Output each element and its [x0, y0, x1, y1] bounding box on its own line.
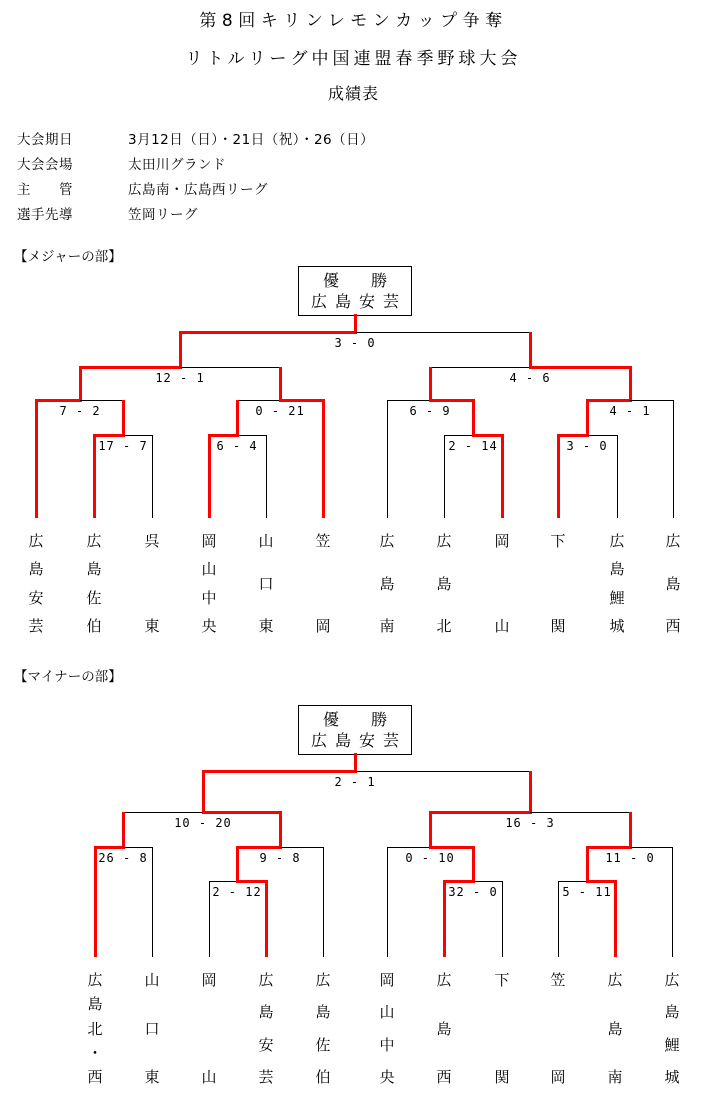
- bracket-vline: [529, 332, 532, 367]
- match-score: 0 - 21: [255, 404, 305, 418]
- bracket-hline: [237, 400, 281, 401]
- match-score: 3 - 0: [334, 336, 376, 350]
- bracket-hline: [429, 846, 475, 849]
- team-name-char: 島: [87, 995, 103, 1014]
- match-score: 11 - 0: [605, 851, 655, 865]
- match-score: 26 - 8: [98, 851, 148, 865]
- info-row-venue: [17, 153, 617, 173]
- bracket-hline: [279, 399, 325, 402]
- sheet-title: 成績表: [327, 84, 379, 103]
- match-score: 12 - 1: [155, 371, 205, 385]
- team-name-char: 城: [609, 616, 625, 635]
- bracket-hline: [79, 366, 182, 369]
- info-label: 主 管: [17, 182, 73, 198]
- team-name-char: 島: [436, 574, 452, 593]
- team-name: [548, 534, 568, 634]
- bracket-vline: [279, 812, 282, 847]
- bracket-hline: [557, 434, 589, 437]
- bracket-vline: [354, 314, 357, 332]
- team-name-char: 広: [607, 971, 623, 989]
- team-name: [548, 973, 568, 1085]
- bracket-hline: [429, 399, 475, 402]
- info-label: 選手先導: [17, 207, 73, 223]
- bracket-vline: [586, 400, 589, 435]
- bracket-hline: [430, 367, 531, 368]
- bracket-vline: [557, 435, 560, 518]
- info-label: 大会会場: [17, 157, 73, 173]
- bracket-hline: [630, 847, 673, 848]
- bracket-hline: [530, 812, 631, 813]
- bracket-hline: [387, 847, 431, 848]
- bracket-vline: [387, 400, 388, 518]
- bracket-vline: [672, 847, 673, 957]
- team-name-char: ・: [87, 1043, 103, 1062]
- bracket-vline: [444, 435, 445, 518]
- team-name-char: 央: [379, 1067, 395, 1086]
- team-name-char: 佐: [86, 588, 102, 607]
- team-name-char: 島: [607, 1019, 623, 1038]
- team-name-char: 北: [87, 1019, 103, 1038]
- team-name-char: 下: [550, 532, 566, 550]
- match-score: 2 - 12: [212, 885, 262, 899]
- bracket-vline: [501, 435, 504, 518]
- bracket-vline: [472, 847, 475, 881]
- bracket-hline: [586, 880, 617, 883]
- tournament-subtitle: リトルリーグ中国連盟春季野球大会: [185, 49, 522, 69]
- team-name: [199, 973, 219, 1085]
- team-name-char: 島: [664, 1003, 680, 1022]
- match-score: 4 - 1: [609, 404, 651, 418]
- champion-box-major: [298, 266, 412, 316]
- team-name-char: 山: [379, 1003, 395, 1022]
- team-name: [607, 534, 627, 634]
- team-name-char: 伯: [86, 616, 102, 635]
- bracket-vline: [179, 332, 182, 367]
- team-name-char: 東: [144, 1068, 160, 1086]
- bracket-vline: [322, 400, 325, 518]
- team-name-char: 岡: [201, 971, 217, 989]
- bracket-vline: [236, 847, 239, 881]
- team-name-char: 山: [201, 1068, 217, 1086]
- bracket-hline: [179, 331, 357, 334]
- team-name-char: 島: [609, 560, 625, 579]
- team-name-char: 城: [664, 1067, 680, 1086]
- team-name: [85, 973, 105, 1085]
- match-score: 6 - 9: [409, 404, 451, 418]
- team-name: [313, 973, 333, 1085]
- team-name-char: 岡: [494, 532, 510, 550]
- bracket-vline: [152, 847, 153, 957]
- bracket-vline: [617, 435, 618, 518]
- bracket-vline: [93, 435, 96, 518]
- bracket-vline: [558, 881, 559, 957]
- team-name-char: 広: [315, 971, 331, 989]
- team-name-char: 岡: [201, 532, 217, 550]
- team-name: [492, 534, 512, 634]
- team-name-char: 広: [664, 971, 680, 989]
- team-name-char: 山: [144, 971, 160, 989]
- match-score: 17 - 7: [98, 439, 148, 453]
- bracket-hline: [586, 399, 632, 402]
- team-name-char: 関: [494, 1068, 510, 1086]
- team-name-char: 広: [665, 532, 681, 550]
- team-name: [377, 534, 397, 634]
- team-name: [605, 973, 625, 1085]
- bracket-vline: [586, 847, 589, 881]
- bracket-vline: [279, 367, 282, 400]
- bracket-hline: [208, 434, 239, 437]
- bracket-hline: [94, 846, 125, 849]
- team-name-char: 口: [144, 1019, 160, 1038]
- team-name-char: 央: [201, 616, 217, 635]
- bracket-vline: [443, 881, 446, 957]
- bracket-vline: [79, 367, 82, 400]
- team-name: [377, 973, 397, 1085]
- bracket-hline: [237, 435, 267, 436]
- bracket-vline: [208, 435, 211, 518]
- team-name: [492, 973, 512, 1085]
- bracket-hline: [429, 811, 532, 814]
- bracket-hline: [473, 881, 503, 882]
- team-name-char: 関: [550, 617, 566, 635]
- team-name-char: 中: [201, 588, 217, 607]
- team-name-char: 岡: [550, 1068, 566, 1086]
- team-name: [256, 973, 276, 1085]
- bracket-hline: [35, 399, 82, 402]
- bracket-hline: [444, 435, 474, 436]
- match-score: 3 - 0: [566, 439, 608, 453]
- champion-box-minor: [298, 705, 412, 755]
- bracket-hline: [355, 332, 531, 333]
- bracket-hline: [93, 434, 125, 437]
- section-heading-minor: 【マイナーの部】: [14, 669, 122, 685]
- bracket-hline: [587, 435, 618, 436]
- info-label: 大会期日: [17, 132, 73, 148]
- team-name-char: 西: [87, 1068, 103, 1086]
- match-score: 6 - 4: [216, 439, 258, 453]
- team-name-char: 岡: [315, 617, 331, 635]
- bracket-vline: [122, 812, 125, 847]
- bracket-vline: [35, 400, 38, 518]
- bracket-hline: [472, 434, 504, 437]
- team-name-char: 広: [436, 532, 452, 550]
- bracket-vline: [202, 771, 205, 812]
- bracket-hline: [630, 400, 674, 401]
- match-score: 16 - 3: [505, 816, 555, 830]
- team-name: [663, 534, 683, 634]
- bracket-hline: [586, 846, 632, 849]
- team-name-char: 西: [665, 617, 681, 635]
- team-name-char: 広: [436, 971, 452, 989]
- bracket-vline: [266, 435, 267, 518]
- bracket-vline: [152, 435, 153, 518]
- team-name-char: 芸: [258, 1067, 274, 1086]
- team-name-char: 北: [436, 617, 452, 635]
- team-name-char: 山: [494, 617, 510, 635]
- champion-team: 広島安芸: [310, 292, 407, 312]
- bracket-vline: [122, 400, 125, 435]
- bracket-hline: [280, 847, 324, 848]
- info-value: 太田川グランド: [128, 157, 226, 173]
- info-row-organizer: [17, 178, 617, 198]
- team-name-char: 島: [379, 574, 395, 593]
- match-score: 9 - 8: [259, 851, 301, 865]
- bracket-hline: [387, 400, 431, 401]
- team-name: [256, 534, 276, 634]
- bracket-vline: [94, 847, 97, 957]
- bracket-vline: [354, 753, 357, 771]
- team-name-char: 島: [436, 1019, 452, 1038]
- bracket-hline: [558, 881, 588, 882]
- bracket-hline: [202, 811, 282, 814]
- team-name-char: 安: [28, 588, 44, 607]
- bracket-vline: [529, 771, 532, 812]
- bracket-hline: [202, 770, 357, 773]
- team-name: [662, 973, 682, 1085]
- team-name-char: 佐: [315, 1035, 331, 1054]
- team-name-char: 笠: [550, 971, 566, 989]
- team-name: [434, 973, 454, 1085]
- bracket-vline: [614, 881, 617, 957]
- team-name-char: 下: [494, 971, 510, 989]
- bracket-vline: [673, 400, 674, 518]
- bracket-hline: [443, 880, 475, 883]
- match-score: 2 - 1: [334, 775, 376, 789]
- team-name-char: 広: [609, 532, 625, 550]
- bracket-vline: [502, 881, 503, 957]
- team-name-char: 呉: [144, 532, 160, 550]
- team-name-char: 口: [258, 574, 274, 593]
- champion-label: 優 勝: [322, 270, 395, 290]
- team-name: [142, 534, 162, 634]
- team-name-char: 広: [258, 971, 274, 989]
- bracket-hline: [209, 881, 238, 882]
- team-name-char: 島: [315, 1003, 331, 1022]
- team-name-char: 広: [86, 532, 102, 550]
- bracket-vline: [472, 400, 475, 435]
- team-name-char: 山: [258, 532, 274, 550]
- champion-team: 広島安芸: [310, 731, 407, 751]
- team-name-char: 広: [87, 971, 103, 989]
- tournament-title: 第8回キリンレモンカップ争奪: [199, 11, 508, 31]
- bracket-vline: [209, 881, 210, 957]
- match-score: 10 - 20: [174, 816, 232, 830]
- info-value: 広島南・広島西リーグ: [128, 182, 268, 198]
- bracket-hline: [123, 812, 204, 813]
- match-score: 2 - 14: [448, 439, 498, 453]
- info-row-date: [17, 128, 617, 148]
- section-heading-major: 【メジャーの部】: [14, 249, 122, 265]
- team-name: [434, 534, 454, 634]
- team-name-char: 広: [379, 532, 395, 550]
- team-name-char: 笠: [315, 532, 331, 550]
- champion-label: 優 勝: [322, 709, 395, 729]
- team-name: [84, 534, 104, 634]
- team-name: [313, 534, 333, 634]
- team-name: [199, 534, 219, 634]
- team-name-char: 芸: [28, 616, 44, 635]
- bracket-vline: [429, 812, 432, 847]
- team-name-char: 島: [28, 560, 44, 579]
- team-name-char: 南: [607, 1068, 623, 1086]
- match-score: 4 - 6: [509, 371, 551, 385]
- team-name-char: 鯉: [609, 588, 625, 607]
- team-name-char: 岡: [379, 971, 395, 989]
- team-name-char: 南: [379, 617, 395, 635]
- bracket-hline: [123, 847, 153, 848]
- team-name: [142, 973, 162, 1085]
- match-score: 7 - 2: [59, 404, 101, 418]
- bracket-hline: [180, 367, 281, 368]
- team-name-char: 島: [86, 560, 102, 579]
- info-value: 笠岡リーグ: [128, 207, 198, 223]
- bracket-vline: [236, 400, 239, 435]
- info-row-lead: [17, 203, 617, 223]
- match-score: 32 - 0: [448, 885, 498, 899]
- team-name-char: 鯉: [664, 1035, 680, 1054]
- team-name-char: 島: [665, 574, 681, 593]
- bracket-vline: [429, 367, 432, 400]
- team-name-char: 島: [258, 1003, 274, 1022]
- bracket-vline: [629, 367, 632, 400]
- bracket-hline: [80, 400, 124, 401]
- team-name-char: 東: [258, 617, 274, 635]
- team-name: [26, 534, 46, 634]
- bracket-vline: [265, 881, 268, 957]
- match-score: 0 - 10: [405, 851, 455, 865]
- bracket-hline: [236, 880, 268, 883]
- bracket-vline: [323, 847, 324, 957]
- bracket-vline: [629, 812, 632, 847]
- bracket-hline: [529, 366, 632, 369]
- team-name-char: 東: [144, 617, 160, 635]
- match-score: 5 - 11: [562, 885, 612, 899]
- info-value: 3月12日（日）・21日（祝）・26（日）: [128, 132, 375, 148]
- bracket-hline: [355, 771, 531, 772]
- team-name-char: 広: [28, 532, 44, 550]
- bracket-vline: [387, 847, 388, 957]
- bracket-hline: [236, 846, 282, 849]
- team-name-char: 安: [258, 1035, 274, 1054]
- team-name-char: 中: [379, 1035, 395, 1054]
- team-name-char: 西: [436, 1068, 452, 1086]
- bracket-hline: [123, 435, 153, 436]
- team-name-char: 伯: [315, 1067, 331, 1086]
- team-name-char: 山: [201, 560, 217, 579]
